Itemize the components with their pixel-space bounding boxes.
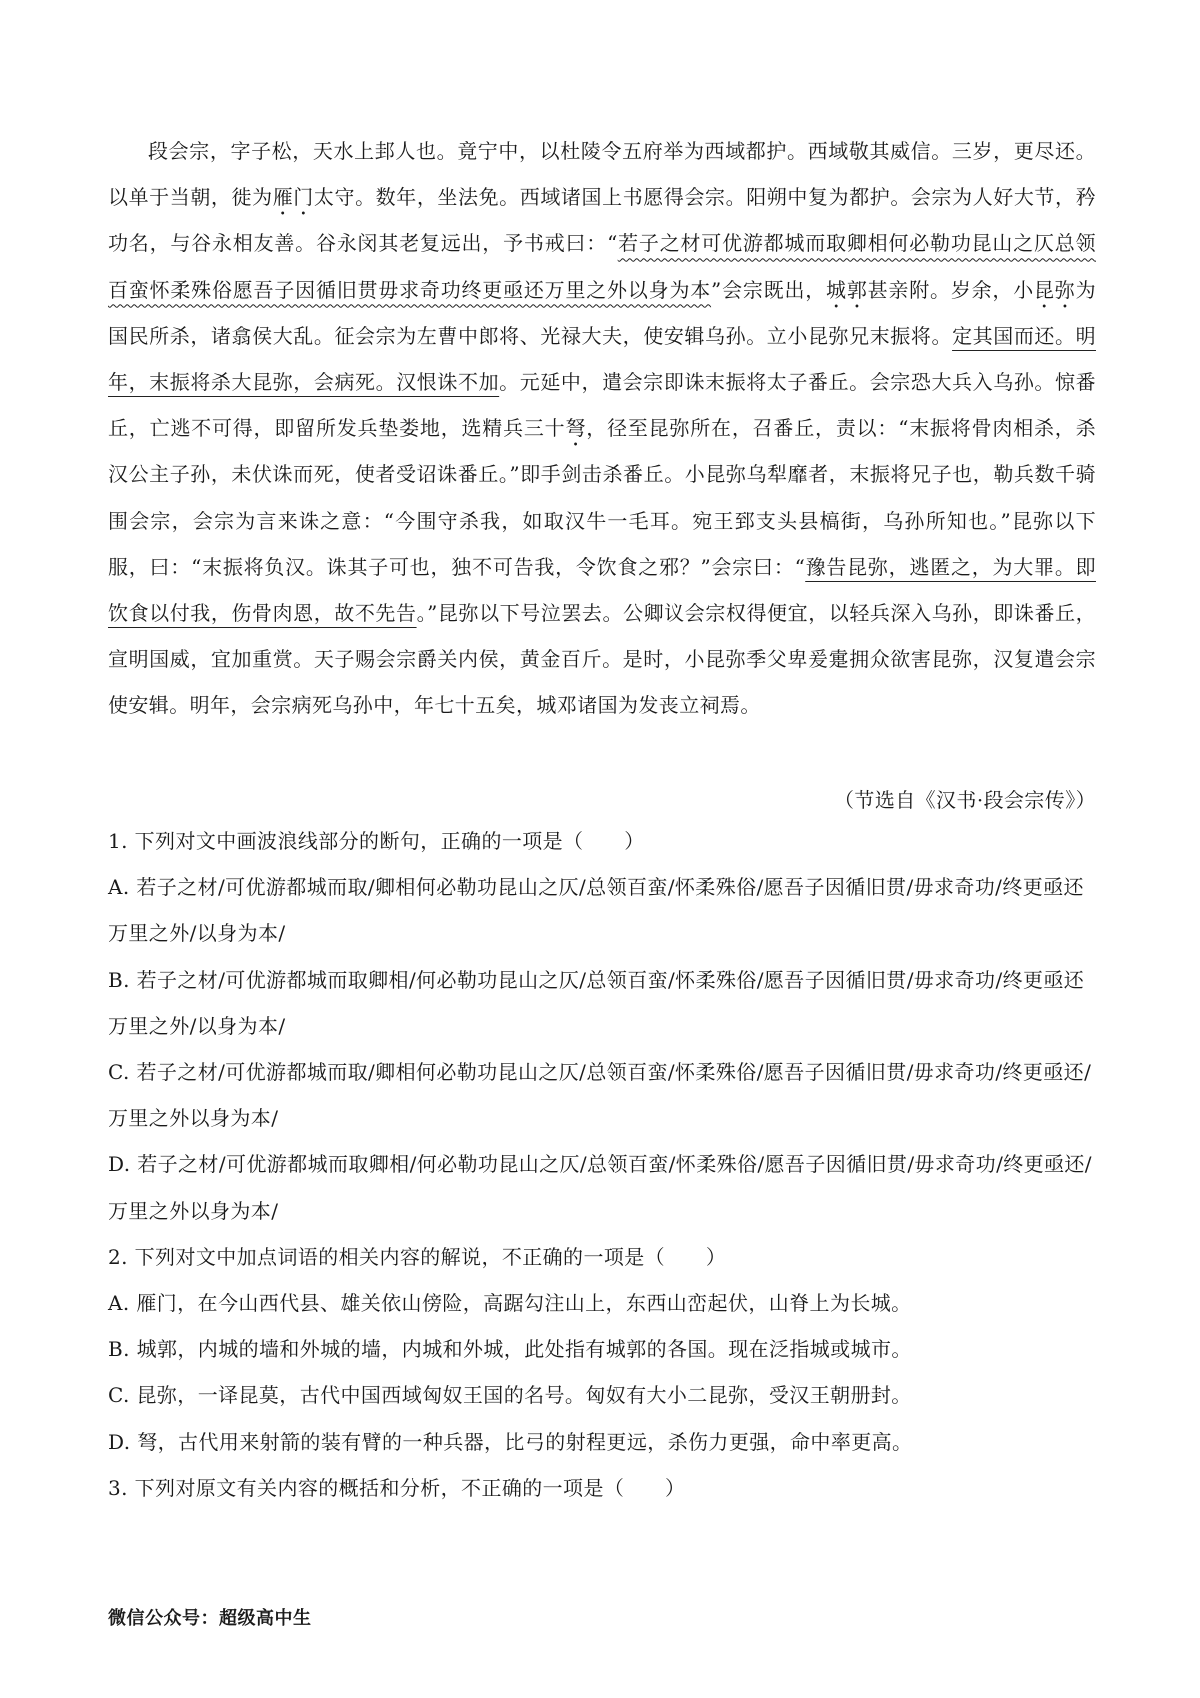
- question-1-option-d: D. 若子之材/可优游都城而取卿相/何必勒功昆山之仄/总领百蛮/怀柔殊俗/愿吾子因循旧贯/毋求奇功/终更亟还/万里之外以身为本/: [108, 1152, 1092, 1223]
- question-2-stem: 2. 下列对文中加点词语的相关内容的解说，不正确的一项是（ ）: [108, 1244, 727, 1269]
- question-1-option-c: C. 若子之材/可优游都城而取/卿相何必勒功昆山之仄/总领百蛮/怀柔殊俗/愿吾子因循旧贯/毋求奇功/终更亟还/万里之外以身为本/: [108, 1060, 1092, 1131]
- question-1-option-a: A. 若子之材/可优游都城而取/卿相何必勒功昆山之仄/总领百蛮/怀柔殊俗/愿吾子因循旧贯/毋求奇功/终更亟还万里之外/以身为本/: [108, 875, 1084, 946]
- question-1-option-b: B. 若子之材/可优游都城而取卿相/何必勒功昆山之仄/总领百蛮/怀柔殊俗/愿吾子因循旧贯/毋求奇功/终更亟还万里之外/以身为本/: [108, 967, 1085, 1038]
- passage-text: 甚亲附。岁余，小: [867, 277, 1034, 302]
- passage-text: 段会宗，字子松，天水上邽人也。竟宁中，以杜陵令五府举为西域都护。西域敬其威信。三岁，更尽还。以单于当朝，徙为: [108, 139, 1096, 210]
- passage-text: 。元延中，遣会宗即诛末振将太子番丘。会宗恐大兵入乌孙。惊番丘，亡逃不可得，即留所发兵垫娄地，选精兵三十: [108, 370, 1096, 441]
- question-2-option-c: C. 昆弥，一译昆莫，古代中国西域匈奴王国的名号。匈奴有大小二昆弥，受汉王朝册封。: [108, 1383, 912, 1408]
- classical-chinese-passage: [108, 128, 1096, 729]
- question-1-stem: 1. 下列对文中画波浪线部分的断句，正确的一项是（ ）: [108, 829, 645, 853]
- passage-text: 。”昆弥以下号泣罢去。公卿议会宗权得便宜，以轻兵深入乌孙，即诛番丘，宣明国威，宜加重赏。天子赐会宗爵关内侯，黄金百斤。是时，小昆弥季父卑爰疐拥众欲害昆弥，汉复遣会宗使安辑。明年，会宗病死乌孙中，年七十五矣，城邓诸国为发丧立祠焉。: [108, 601, 1097, 718]
- underlined-sentence-2: 豫告昆弥，逃匿之，为大罪。即饮食以付我，伤骨肉恩，故不先告: [108, 554, 1096, 626]
- question-2-option-d: D. 弩，古代用来射箭的装有臂的一种兵器，比弓的射程更远，杀伤力更强，命中率更高。: [108, 1429, 913, 1454]
- dotted-term-yanmen: 雁门: [272, 185, 314, 210]
- dotted-term-nu: 弩: [565, 416, 587, 441]
- underlined-sentence-1: 定其国而还。明年，末振将杀大昆弥，会病死。汉恨诛不加: [108, 323, 1096, 395]
- footer-wechat-account: 微信公众号：超级高中生: [108, 1608, 312, 1629]
- passage-source: （节选自《汉书·段会宗传》）: [834, 788, 1096, 812]
- passage-paragraph: [108, 128, 1096, 729]
- wavy-underlined-sentence: 若子之材可优游都城而取卿相何必勒功昆山之仄总领百蛮怀柔殊俗愿吾子因循旧贯毋求奇功终更亟还万里之外以身为本: [108, 231, 1096, 302]
- question-2-option-b: B. 城郭，内城的墙和外城的墙，内城和外城，此处指有城郭的各国。现在泛指城或城市。: [108, 1337, 912, 1362]
- passage-text: 太守。数年，坐法免。西域诸国上书愿得会宗。阳朔中复为都护。会宗为人好大节，矜功名，与谷永相友善。谷永闵其老复远出，予书戒曰：“: [108, 185, 1097, 256]
- dotted-term-chengguo: 城郭: [826, 277, 868, 302]
- question-list: [108, 818, 1096, 1511]
- passage-text: 为国民所杀，诸翕侯大乱。征会宗为左曹中郎将、光禄大夫，使安辑乌孙。立小昆弥兄末振将。: [108, 277, 1096, 348]
- passage-text: ，径至昆弥所在，召番丘，责以：“末振将骨肉相杀，杀汉公主子孙，未伏诛而死，使者受诏诛番丘。”即手剑击杀番丘。小昆弥乌犁靡者，末振将兄子也，勒兵数千骑围会宗，会宗为言来诛之意：“今围守杀我，如取汉牛一毛耳。宛王郅支头县槁街，乌孙所知也。”昆弥以下服，曰：“末振将负汉。诛其子可也，独不可告我，令饮食之邪？”会宗曰：“: [108, 416, 1096, 579]
- question-3-stem: 3. 下列对原文有关内容的概括和分析，不正确的一项是（ ）: [108, 1475, 686, 1500]
- passage-text: ”会宗既出，: [711, 277, 827, 302]
- dotted-term-kunmi: 昆弥: [1034, 277, 1076, 302]
- question-2-option-a: A. 雁门，在今山西代县、雄关依山傍险，高踞勾注山上，东西山峦起伏，山脊上为长城。: [108, 1291, 912, 1316]
